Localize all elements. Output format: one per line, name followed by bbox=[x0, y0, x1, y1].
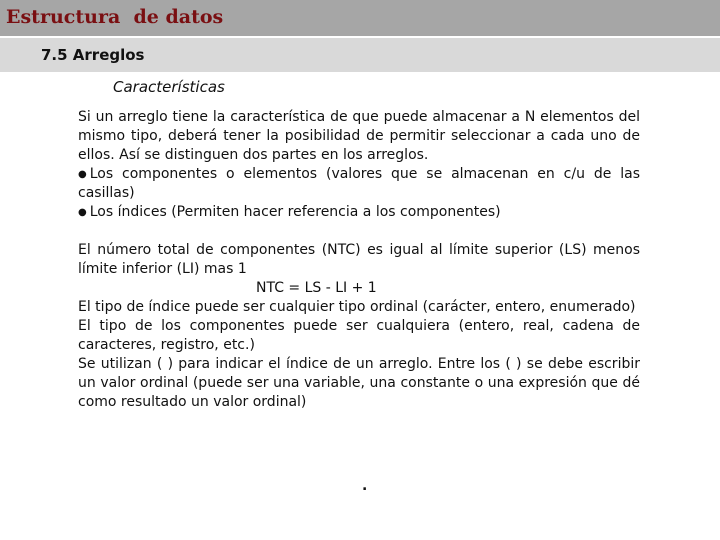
spacer bbox=[78, 222, 640, 241]
bullet-item bbox=[78, 203, 640, 222]
section-subtitle: 7.5 Arreglos bbox=[41, 46, 145, 64]
index-type-paragraph: El tipo de índice puede ser cualquier tipo ordinal (carácter, entero, enumerado) bbox=[78, 299, 636, 315]
usage-paragraph: Se utilizan ( ) para indicar el índice de un arreglo. Entre los ( ) se debe escribir un valor ordinal (puede ser una variable, una constante o una expresión que dé como resultado un valor ordinal) bbox=[78, 356, 640, 410]
bullet-icon: ● bbox=[78, 207, 87, 218]
characteristics-heading: Características bbox=[113, 78, 225, 96]
title-bar bbox=[0, 0, 720, 36]
footer-dot: . bbox=[362, 478, 368, 494]
intro-paragraph: Si un arreglo tiene la característica de que puede almacenar a N elementos del mismo tipo, deberá tener la posibilidad de permitir seleccionar a cada uno de ellos. Así se distinguen dos partes en los arreglos. bbox=[78, 109, 640, 163]
component-type-paragraph: El tipo de los componentes puede ser cualquiera (entero, real, cadena de caracteres, registro, etc.) bbox=[78, 318, 640, 353]
ntc-paragraph: El número total de componentes (NTC) es igual al límite superior (LS) menos límite inferior (LI) mas 1 bbox=[78, 242, 640, 277]
body-content bbox=[78, 108, 640, 412]
bullet-text: Los índices (Permiten hacer referencia a los componentes) bbox=[89, 204, 501, 220]
ntc-formula: NTC = LS - LI + 1 bbox=[256, 280, 377, 296]
bullet-item bbox=[78, 165, 640, 203]
subtitle-bar bbox=[0, 38, 720, 72]
bullet-text: Los componentes o elementos (valores que se almacenan en c/u de las casillas) bbox=[78, 166, 640, 201]
page-title: Estructura de datos bbox=[6, 6, 224, 28]
bullet-icon: ● bbox=[78, 169, 87, 180]
